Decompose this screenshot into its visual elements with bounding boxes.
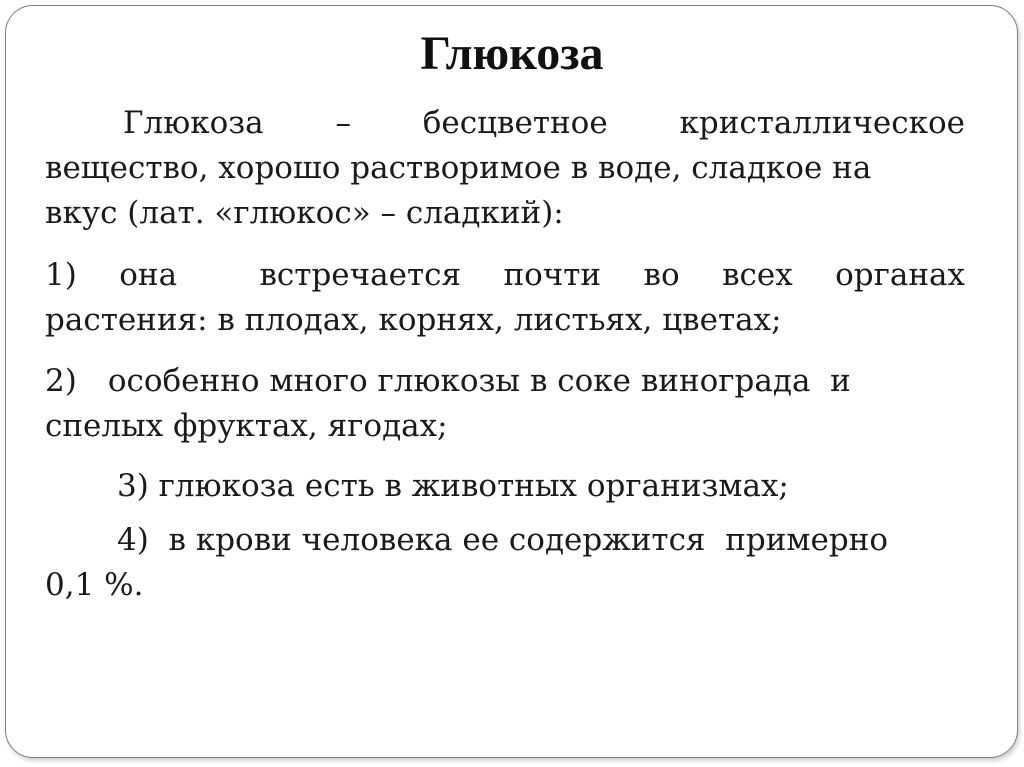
intro-word: бесцветное	[422, 105, 608, 141]
list-item-3	[45, 464, 965, 509]
item-1-word: всех	[722, 257, 793, 293]
item-1-line-1	[45, 253, 965, 298]
item-1-word: встречается	[259, 257, 462, 293]
item-1-word: органах	[835, 257, 965, 293]
item-1-word: во	[643, 257, 680, 293]
slide-title: Глюкоза	[420, 27, 604, 80]
intro-word: –	[335, 105, 351, 141]
intro-line-3: вкус (лат. «глюкос» – сладкий):	[45, 195, 564, 231]
intro-line-2: вещество, хорошо растворимое в воде, сладкое на	[45, 150, 872, 186]
item-3-line-1: 3) глюкоза есть в животных организмах;	[117, 468, 789, 504]
intro-word: Глюкоза	[123, 105, 264, 141]
item-1-line-2: растения: в плодах, корнях, листьях, цветах;	[45, 302, 782, 338]
item-4-line-2: 0,1 %.	[45, 567, 144, 603]
list-item-4	[45, 518, 965, 608]
list-item-2	[45, 359, 965, 449]
item-4-line-1: 4) в крови человека ее содержится примерно	[117, 522, 888, 558]
item-2-line-1: 2) особенно много глюкозы в соке винограда и	[45, 363, 851, 399]
intro-paragraph	[45, 101, 965, 236]
item-2-line-2: спелых фруктах, ягодах;	[45, 408, 448, 444]
item-1-word: 1)	[45, 257, 77, 293]
list-item-1	[45, 253, 965, 343]
intro-line-1	[45, 101, 965, 146]
intro-word: кристаллическое	[679, 105, 965, 141]
item-1-word: почти	[503, 257, 602, 293]
item-1-word: она	[119, 257, 178, 293]
